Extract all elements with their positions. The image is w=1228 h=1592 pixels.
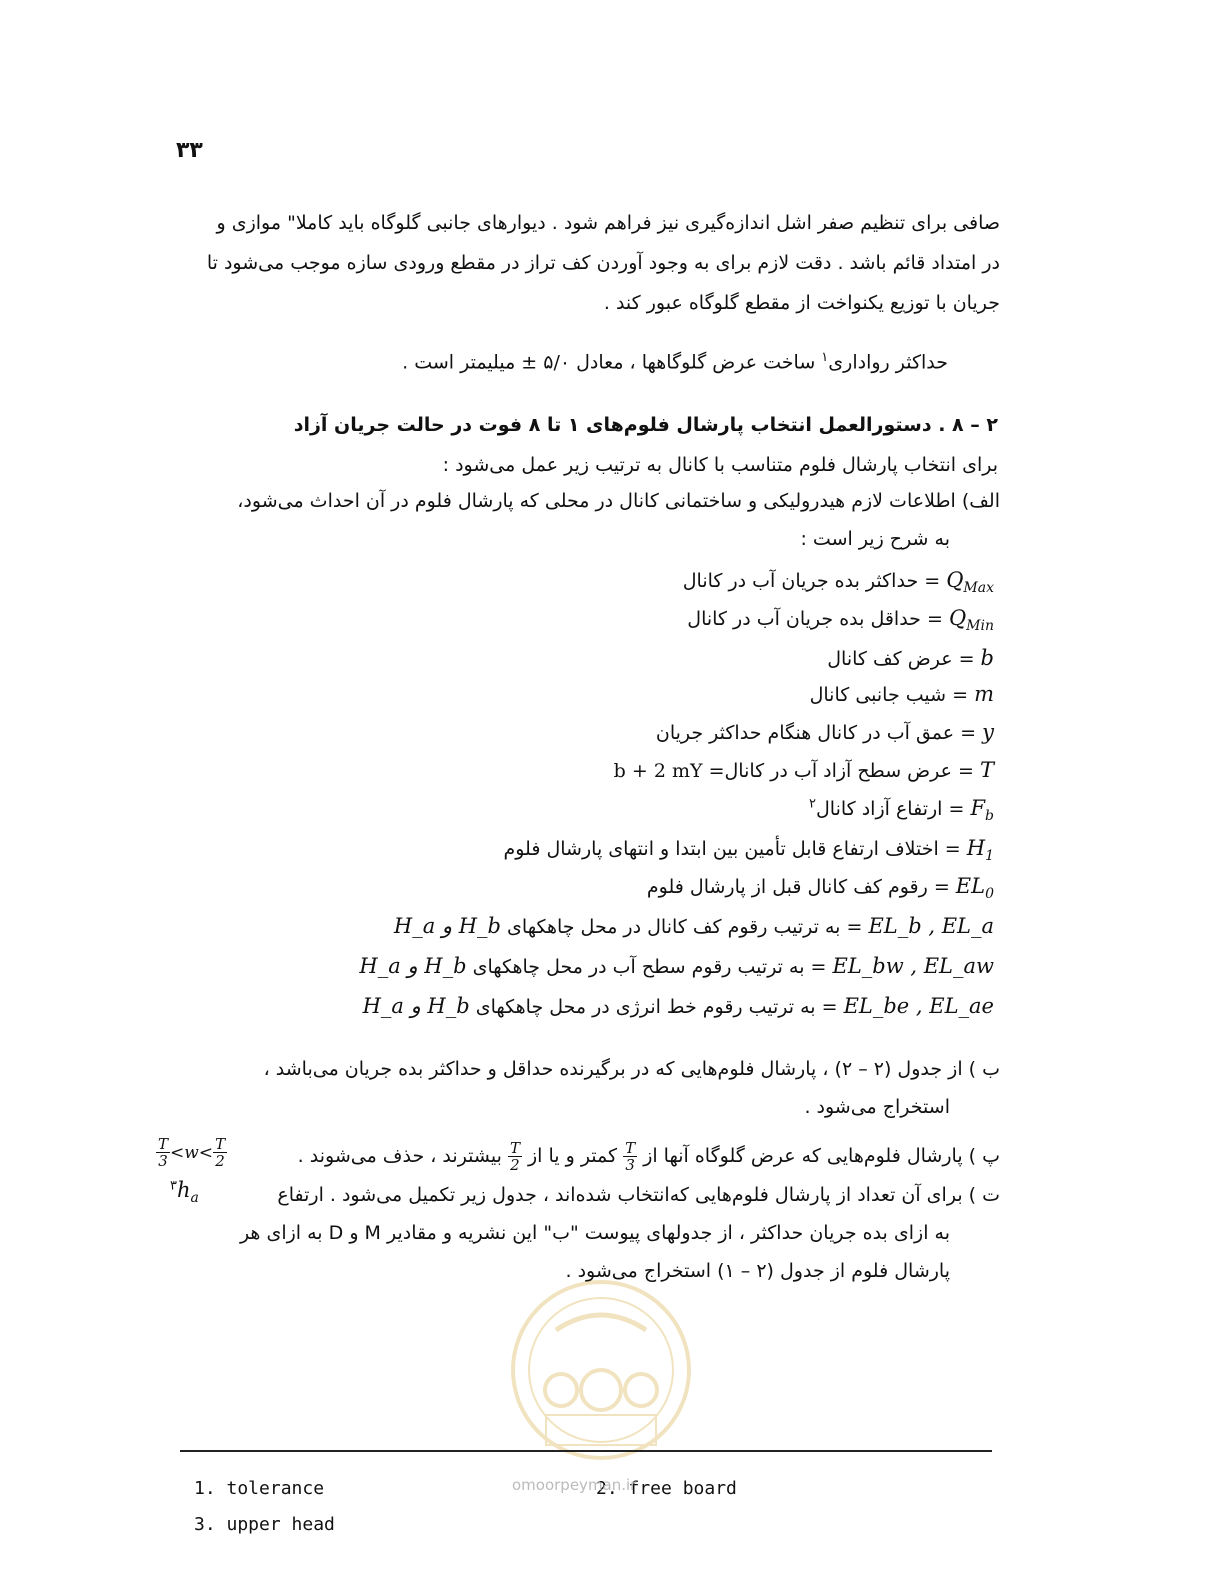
definition-text: = حداکثر بده جریان آب در کانال (682, 570, 941, 592)
item-te-line-1: ت ) برای آن تعداد از پارشال فلوم‌هایی که‌انتخاب شده‌اند ، جدول زیر تکمیل می‌شود . ارتفاع (277, 1184, 1000, 1206)
item-be-line-1: ب ) از جدول (۲ – ۲) ، پارشال فلوم‌هایی که در برگیرنده حداقل و حداکثر بده جریان می‌باشد ، (263, 1058, 1000, 1080)
definition-el0 (647, 874, 994, 902)
definition-m (810, 682, 994, 706)
definition-tail: H_a و H_b (359, 954, 467, 978)
definition-symbol: $EL_0$ (955, 874, 994, 903)
ha-symbol: $^۳h_a$ (170, 1178, 199, 1207)
definition-text: = شیب جانبی کانال (809, 684, 969, 706)
fraction-t-over-2: $\frac{T}{2}$ (509, 1139, 520, 1174)
definition-text: = به ترتیب رقوم خط انرژی در محل چاهکهای (475, 996, 838, 1018)
tolerance-after: ساخت عرض گلوگاهها ، معادل ۵/۰ ± میلیمتر است . (402, 351, 822, 374)
definition-y (656, 720, 994, 744)
definition-t (614, 758, 994, 782)
definition-fb (809, 796, 994, 824)
item-te-line-2: به ازای بده جریان حداکثر ، از جدولهای پیوست "ب" این نشریه و مقادیر M و D به ازای هر (239, 1222, 950, 1244)
definition-b (827, 646, 994, 670)
footnote-2: 2. free board (596, 1478, 737, 1499)
definition-el-energy (363, 994, 994, 1018)
definition-h1 (503, 836, 994, 864)
definition-symbol: $F_b$ (970, 796, 994, 825)
definition-text: = عرض کف کانال (827, 648, 975, 670)
definition-qmin (687, 606, 994, 634)
definition-symbol: $H_1$ (966, 836, 994, 865)
definition-el-water (359, 954, 994, 978)
definition-symbol: EL_bw , EL_aw (832, 954, 994, 978)
definition-symbol: EL_be , EL_ae (843, 994, 994, 1018)
section-intro: برای انتخاب پارشال فلوم متناسب با کانال به ترتیب زیر عمل می‌شود : (442, 454, 998, 476)
item-alef-line-1: الف) اطلاعات لازم هیدرولیکی و ساختمانی کانال در محلی که پارشال فلوم در آن احداث می‌شود، (237, 490, 1000, 512)
fraction-t-over-3: $\frac{T}{3}$ (625, 1139, 636, 1174)
item-te-line-3: پارشال فلوم از جدول (۲ – ۱) استخراج می‌شود . (565, 1260, 950, 1282)
intro-line-1: صافی برای تنظیم صفر اشل اندازه‌گیری نیز فراهم شود . دیوارهای جانبی گلوگاه باید کاملا" موازی و (216, 212, 1000, 234)
definition-text: = حداقل بده جریان آب در کانال (687, 608, 943, 630)
tolerance-line (402, 350, 948, 373)
item-pe: پ ) پارشال فلوم‌هایی که عرض گلوگاه آنها از $\frac{T}{3}$ کمتر و یا از $\frac{T}{2}$ بیشترند ، حذف می‌شوند . (297, 1139, 1000, 1174)
definition-tail: H_a و H_b (393, 914, 501, 938)
definition-symbol: m (974, 682, 994, 706)
tolerance-before: حداکثر رواداری (828, 351, 948, 374)
definition-qmax (683, 568, 994, 596)
definition-text: = به ترتیب رقوم کف کانال در محل چاهکهای (507, 916, 863, 938)
publisher-seal-watermark (506, 1270, 696, 1470)
intro-line-2: در امتداد قائم باشد . دقت لازم برای به وجود آوردن کف تراز در مقطع ورودی سازه موجب می‌شود تا (206, 252, 1000, 274)
definition-symbol: EL_b , EL_a (868, 914, 994, 938)
page-number: ۳۳ (176, 138, 203, 163)
item-alef-line-2: به شرح زیر است : (800, 528, 950, 550)
definition-symbol: $Q_{Min}$ (948, 606, 994, 635)
definition-text: = رقوم کف کانال قبل از پارشال فلوم (646, 876, 950, 898)
footnote-1: 1. tolerance (194, 1478, 325, 1499)
definition-tail: H_a و H_b (362, 994, 470, 1018)
definition-text: = اختلاف ارتفاع قابل تأمین بین ابتدا و انتهای پارشال فلوم (503, 838, 961, 860)
footnote-ref-2: ۲ (808, 796, 816, 812)
intro-line-3: جریان با توزیع یکنواخت از مقطع گلوگاه عبور کند . (603, 292, 1000, 314)
definition-text: = عرض سطح آزاد آب در کانال= (708, 760, 974, 782)
definition-formula: b + 2 mY (613, 760, 703, 782)
definition-text: = عمق آب در کانال هنگام حداکثر جریان (655, 722, 977, 744)
definition-symbol: y (982, 720, 994, 744)
definition-symbol: T (979, 758, 994, 782)
footnote-ref-1: ۱ (821, 350, 829, 365)
inequality-note: $\frac{T}{3}$ <w< $\frac{T}{2}$ (158, 1135, 226, 1170)
definition-el-bed (394, 914, 994, 938)
definition-symbol: b (980, 646, 994, 670)
item-be-line-2: استخراج می‌شود . (804, 1096, 950, 1118)
site-watermark: omoorpeyman.ir (512, 1476, 637, 1494)
definition-text: = به ترتیب رقوم سطح آب در محل چاهکهای (472, 956, 827, 978)
section-heading: ۲ – ۸ . دستورالعمل انتخاب پارشال فلوم‌های ۱ تا ۸ فوت در حالت جریان آزاد (293, 414, 998, 436)
footnote-3: 3. upper head (194, 1514, 335, 1535)
definition-text: = ارتفاع آزاد کانال (815, 798, 965, 820)
footnote-rule (180, 1450, 992, 1452)
definition-symbol: $Q_{Max}$ (946, 568, 994, 597)
